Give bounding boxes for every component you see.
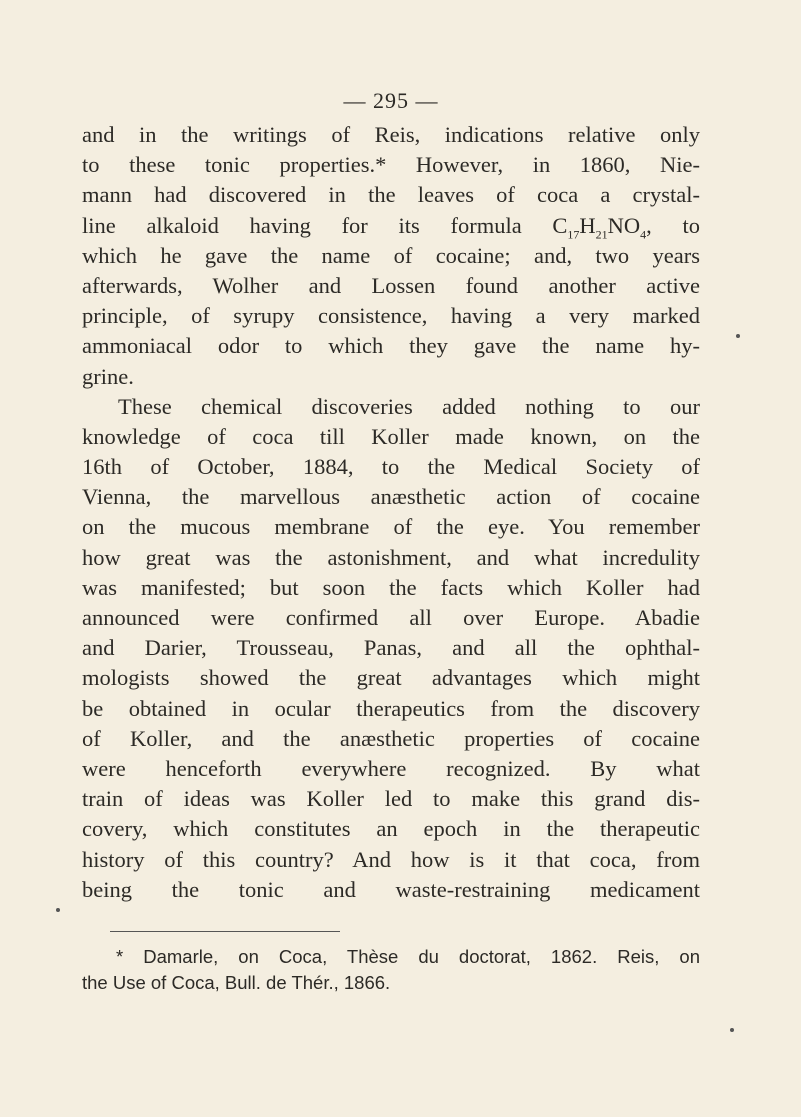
print-speck	[56, 908, 60, 912]
text-line: were henceforth everywhere recognized. By what	[82, 755, 700, 781]
text-line: principle, of syrupy consistence, having a very marked	[82, 303, 700, 329]
text-line: to these tonic properties.* However, in 1860, Nie-	[82, 152, 700, 178]
formula-sub: 4	[640, 227, 647, 242]
text-line: and in the writings of Reis, indications relative only	[82, 122, 700, 147]
print-speck	[736, 334, 740, 338]
formula-h: H	[579, 212, 596, 238]
text-line: ammoniacal odor to which they gave the name hy-	[82, 333, 700, 359]
text-line: Vienna, the marvellous anæsthetic action of cocaine	[82, 484, 700, 510]
text-line: how great was the astonishment, and what incredulity	[82, 544, 700, 570]
formula-sub: 21	[595, 227, 608, 242]
text-line: which he gave the name of cocaine; and, two years	[82, 242, 700, 268]
footnote-line: * Damarle, on Coca, Thèse du doctorat, 1862. Reis, on	[116, 945, 700, 967]
print-speck	[730, 1028, 734, 1032]
text-line: 16th of October, 1884, to the Medical Society of	[82, 454, 700, 480]
text-line: covery, which constitutes an epoch in the therapeutic	[82, 816, 700, 842]
text-line: afterwards, Wolher and Lossen found another active	[82, 272, 700, 298]
formula-tail: , to	[646, 212, 700, 238]
text-line: of Koller, and the anæsthetic properties of cocaine	[82, 725, 700, 751]
text-line: on the mucous membrane of the eye. You remember	[82, 514, 700, 540]
body-text	[82, 120, 700, 905]
text-line: being the tonic and waste-restraining medicament	[82, 876, 700, 902]
formula-n: NO	[607, 212, 641, 238]
text-line: announced were confirmed all over Europe. Abadie	[82, 605, 700, 630]
footnote-rule	[110, 931, 340, 932]
text-line-formula	[82, 211, 700, 241]
text-line: knowledge of coca till Koller made known, on the	[82, 423, 700, 449]
text-line: and Darier, Trousseau, Panas, and all the ophthal-	[82, 635, 700, 661]
text-line: These chemical discoveries added nothing to our	[118, 393, 700, 419]
formula-lead: line alkaloid having for its formula C	[82, 212, 568, 238]
text-line: mann had discovered in the leaves of coca a crystal-	[82, 182, 700, 208]
formula-sub: 17	[567, 227, 580, 242]
text-line: history of this country? And how is it that coca, from	[82, 846, 700, 872]
text-line: grine.	[82, 363, 134, 389]
text-line: was manifested; but soon the facts which Koller had	[82, 574, 700, 600]
book-page	[82, 88, 700, 996]
page-number: — 295 —	[343, 88, 439, 113]
footnote-line: the Use of Coca, Bull. de Thér., 1866.	[82, 971, 391, 993]
footnote	[82, 944, 700, 996]
text-line: mologists showed the great advantages which might	[82, 665, 700, 691]
text-line: train of ideas was Koller led to make this grand dis-	[82, 786, 700, 812]
text-line: be obtained in ocular therapeutics from the discovery	[82, 695, 700, 721]
